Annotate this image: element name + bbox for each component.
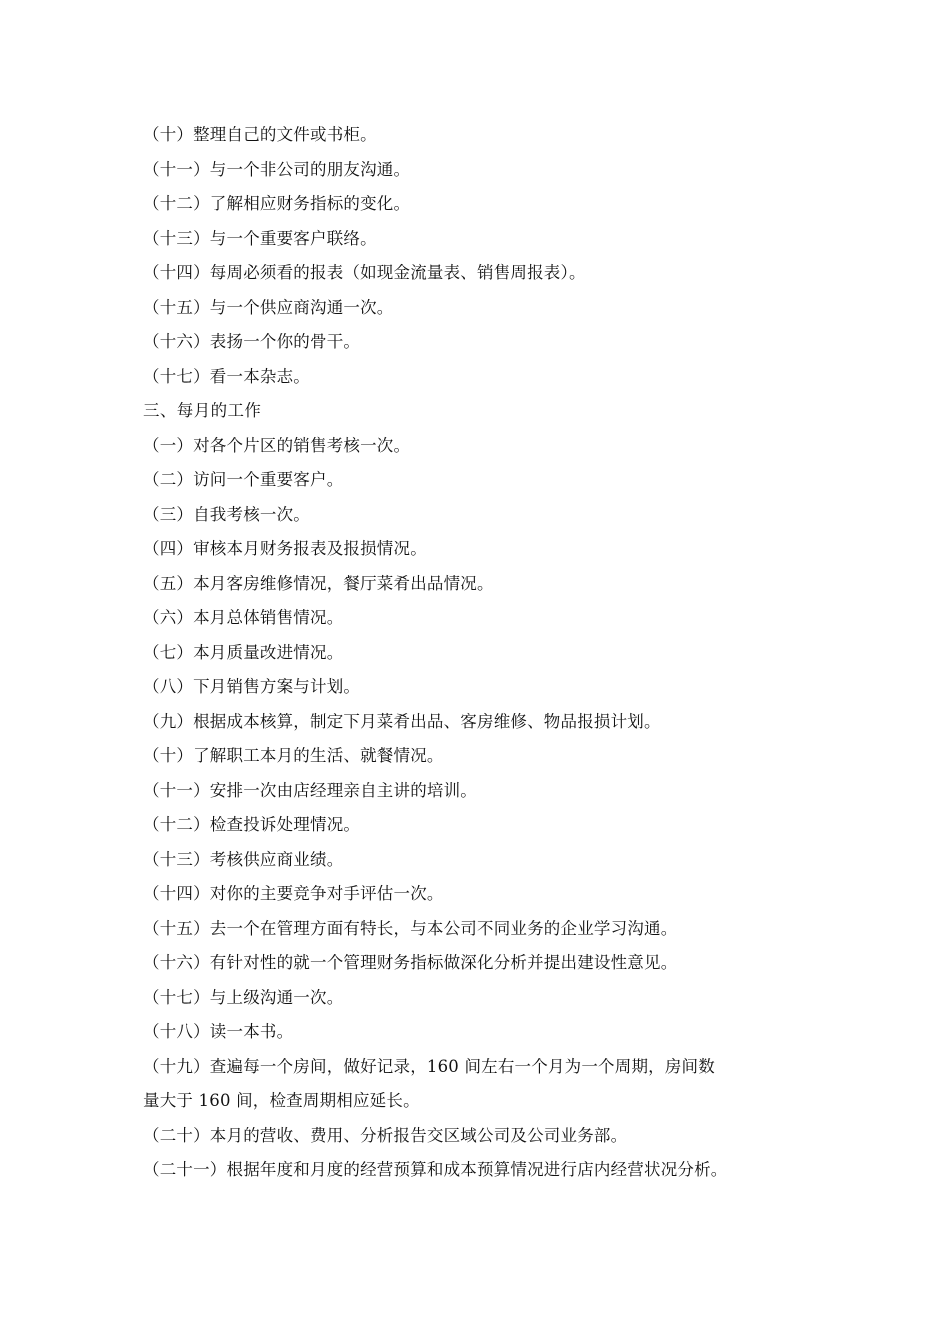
list-item: （四）审核本月财务报表及报损情况。 (143, 539, 427, 558)
list-item: （十九）查遍每一个房间，做好记录，160 间左右一个月为一个周期，房间数 (143, 1056, 715, 1076)
list-item: （十五）与一个供应商沟通一次。 (143, 297, 394, 317)
list-item: （十六）有针对性的就一个管理财务指标做深化分析并提出建设性意见。 (143, 953, 678, 972)
list-item: （三）自我考核一次。 (143, 504, 310, 524)
list-item: （五）本月客房维修情况，餐厅菜肴出品情况。 (143, 573, 494, 593)
list-item: （十二）了解相应财务指标的变化。 (143, 194, 411, 213)
list-item: （十三）考核供应商业绩。 (143, 849, 344, 869)
list-item: （十）整理自己的文件或书柜。 (143, 125, 377, 144)
list-item: （六）本月总体销售情况。 (143, 608, 344, 627)
list-item: （十七）看一本杂志。 (143, 366, 310, 386)
list-item: （十八）读一本书。 (143, 1022, 294, 1041)
list-item: （八）下月销售方案与计划。 (143, 677, 361, 696)
list-item: （十六）表扬一个你的骨干。 (143, 332, 361, 351)
list-item-continuation: 量大于 160 间，检查周期相应延长。 (143, 1091, 420, 1110)
list-item: （二）访问一个重要客户。 (143, 470, 344, 489)
list-item: （十一）与一个非公司的朋友沟通。 (143, 159, 411, 179)
list-item: （十四）对你的主要竞争对手评估一次。 (143, 884, 444, 903)
list-item: （九）根据成本核算，制定下月菜肴出品、客房维修、物品报损计划。 (143, 711, 661, 731)
list-item: （一）对各个片区的销售考核一次。 (143, 435, 411, 455)
document-body (143, 118, 823, 1188)
list-item: （十四）每周必须看的报表（如现金流量表、销售周报表）。 (143, 263, 586, 282)
list-item: （二十）本月的营收、费用、分析报告交区域公司及公司业务部。 (143, 1125, 628, 1145)
list-item: （十）了解职工本月的生活、就餐情况。 (143, 746, 444, 765)
list-item: （十二）检查投诉处理情况。 (143, 815, 361, 834)
list-item: （十三）与一个重要客户联络。 (143, 228, 377, 248)
list-item: （七）本月质量改进情况。 (143, 642, 344, 662)
list-item: （十七）与上级沟通一次。 (143, 987, 344, 1007)
section-heading: 三、每月的工作 (143, 401, 262, 420)
list-item: （二十一）根据年度和月度的经营预算和成本预算情况进行店内经营状况分析。 (143, 1160, 728, 1179)
list-item: （十一）安排一次由店经理亲自主讲的培训。 (143, 780, 477, 800)
list-item: （十五）去一个在管理方面有特长，与本公司不同业务的企业学习沟通。 (143, 918, 678, 938)
